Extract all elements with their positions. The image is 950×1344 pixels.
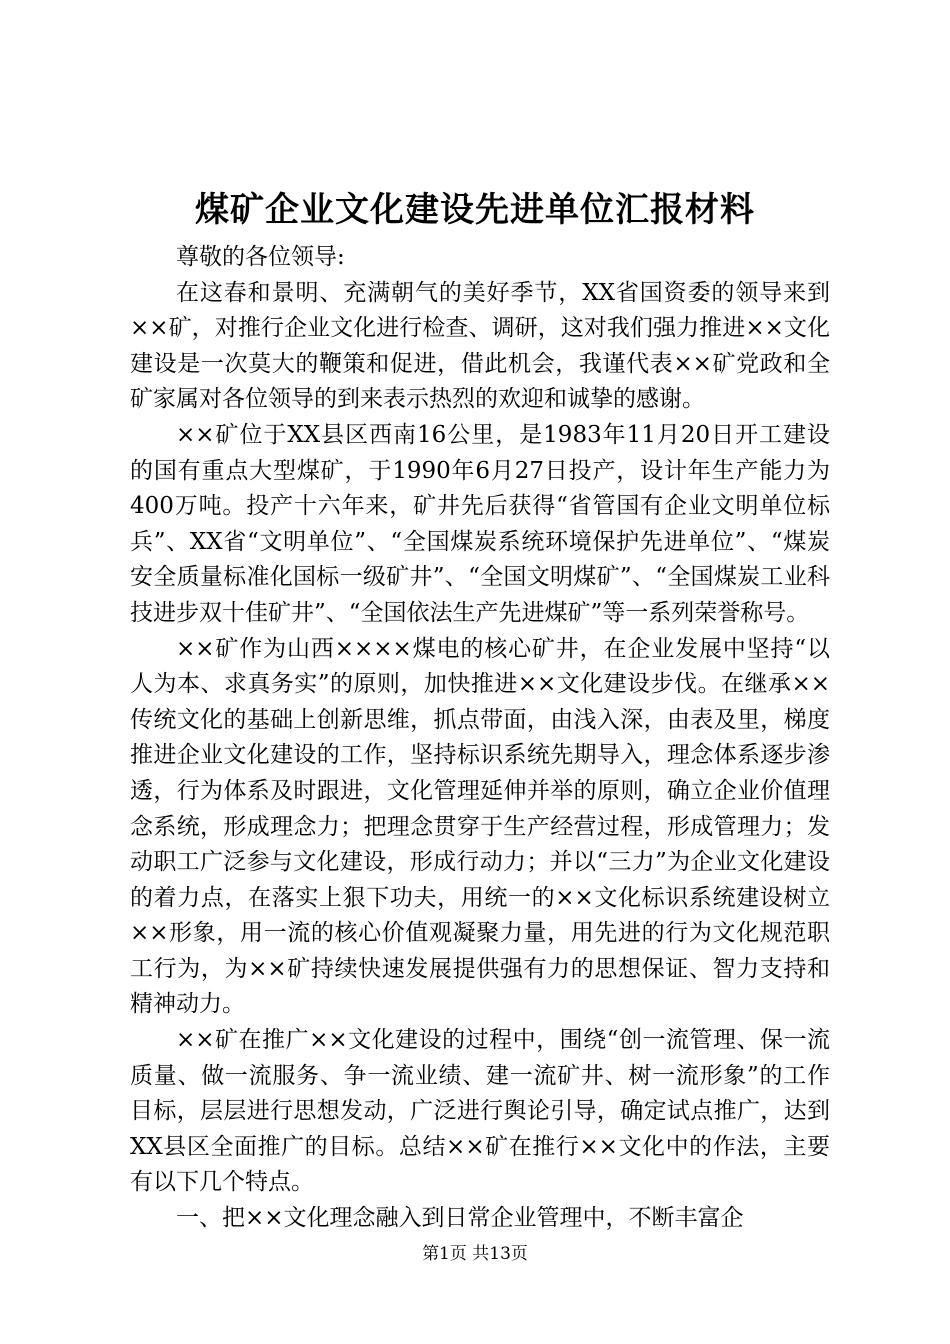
salutation: 尊敬的各位领导: (176, 244, 345, 270)
document-title: 煤矿企业文化建设先进单位汇报材料 (195, 190, 755, 230)
paragraph-section-one: 一、把××文化理念融入到日常企业管理中，不断丰富企 (176, 1205, 744, 1232)
paragraph-mine-overview: ××矿位于XX县区西南16公里，是1983年11月20日开工建设的国有重点大型煤矿，于1990年6月27日投产，设计年生产能力为400万吨。投产十六年来，矿井先后获得“省管国有企业文明单位标兵”、XX省“文明单位”、“全国煤炭系统环境保护先进单位”、“煤炭安全质量标准化国标一级矿井”、“全国文明煤矿”、“全国煤炭工业科技进步双十佳矿井”、“全国依法生产先进煤矿”等一系列荣誉称号。 (130, 421, 830, 626)
paragraph-culture-principles: ××矿作为山西××××煤电的核心矿井，在企业发展中坚持“以人为本、求真务实”的原则，加快推进××文化建设步伐。在继承××传统文化的基础上创新思维，抓点带面，由浅入深，由表及里，梯度推进企业文化建设的工作，坚持标识系统先期导入，理念体系逐步渗透，行为体系及时跟进，文化管理延伸并举的原则，确立企业价值理念系统，形成理念力；把理念贯穿于生产经营过程，形成管理力；发动职工广泛参与文化建设，形成行动力；并以“三力”为企业文化建设的着力点，在落实上狠下功夫，用统一的××文化标识系统建设树立××形象，用一流的核心价值观凝聚力量，用先进的行为文化规范职工行为，为××矿持续快速发展提供强有力的思想保证、智力支持和精神动力。 (130, 635, 830, 1018)
document-body (130, 240, 830, 1237)
paragraph-intro: 在这春和景明、充满朝气的美好季节，XX省国资委的领导来到××矿，对推行企业文化进行检查、调研，这对我们强力推进××文化建设是一次莫大的鞭策和促进，借此机会，我谨代表××矿党政和全矿家属对各位领导的到来表示热烈的欢迎和诚挚的感谢。 (130, 279, 830, 413)
page-number-footer: 第1页 共13页 (422, 1244, 528, 1264)
paragraph-promotion-goals: ××矿在推广××文化建设的过程中，围绕“创一流管理、保一流质量、做一流服务、争一流业绩、建一流矿井、树一流形象”的工作目标，层层进行思想发动，广泛进行舆论引导，确定试点推广，达到XX县区全面推广的目标。总结××矿在推行××文化中的作法，主要有以下几个特点。 (130, 1027, 830, 1196)
